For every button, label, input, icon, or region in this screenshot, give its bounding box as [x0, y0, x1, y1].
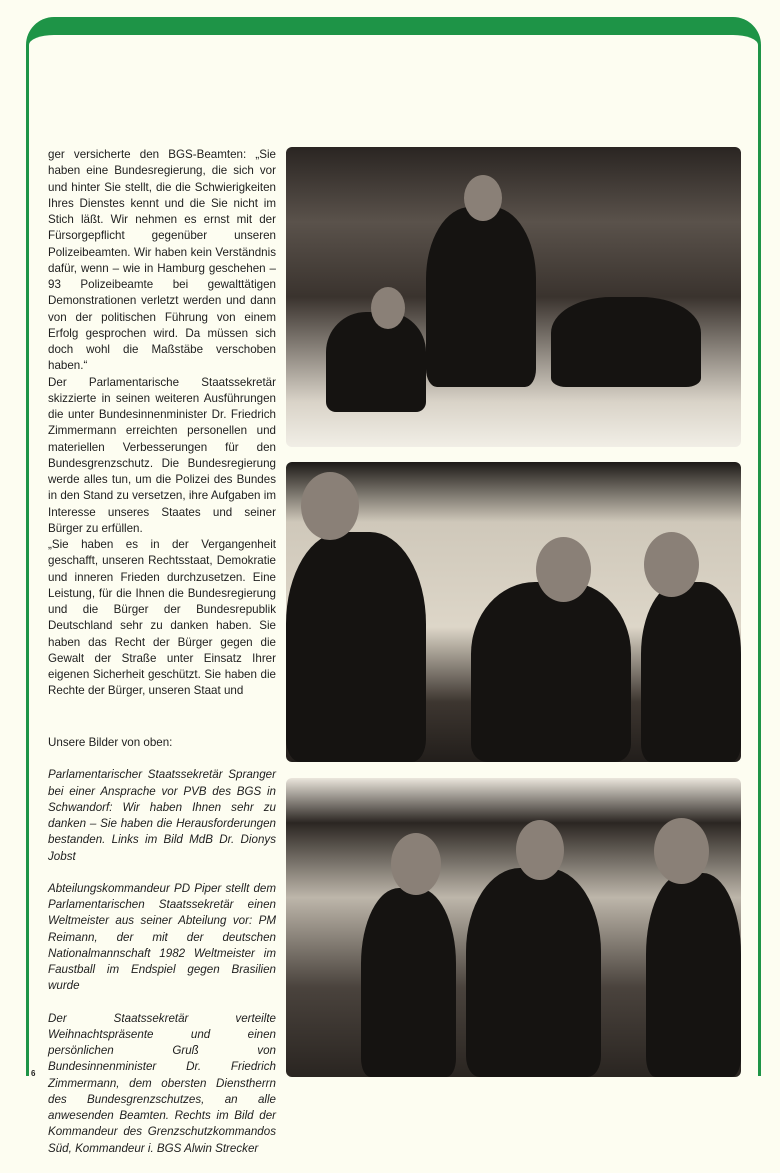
figure-head: [644, 532, 699, 597]
figure-officer: [286, 532, 426, 762]
figure-secretary: [471, 582, 631, 762]
figure-head: [301, 472, 359, 540]
green-frame-top: [26, 17, 761, 57]
figure-commander: [641, 582, 741, 762]
green-frame-left: [26, 50, 29, 1076]
page-number: 6: [31, 1069, 36, 1078]
figure-head: [536, 537, 591, 602]
green-frame-right: [758, 50, 761, 1076]
figure-head: [371, 287, 405, 329]
figure-secretary: [466, 868, 601, 1077]
caption-photo-2: Abteilungskommandeur PD Piper stellt dem Parlamentarischen Staatssekretär einen Weltmeister aus seiner Abteilung vor: PM Reimann, der mit der deutschen Nationalmannschaft 1982 Weltmeister im Faustball im Endspiel gegen Brasilien wurde: [48, 881, 276, 993]
captions-intro: Unsere Bilder von oben:: [48, 736, 173, 749]
figure-head: [516, 820, 564, 880]
body-paragraph: „Sie haben es in der Vergangenheit geschafft, unseren Rechtsstaat, Demokratie und inneren Frieden durchzusetzen. Eine Leistung, für die Ihnen die Bundesregierung und die Bürger der Bundesrepublik Deutschland sehr zu danken haben. Sie haben das Recht der Bürger gegen die Gewalt der Straße unter Einsatz Ihrer eigenen Sicherheit geschützt. Sie haben die Rechte der Bürger, unseren Staat und: [48, 538, 276, 698]
figure-commander: [646, 873, 741, 1077]
photo-gifts: [286, 778, 741, 1077]
figure-seated: [326, 312, 426, 412]
figure-speaker: [426, 207, 536, 387]
body-paragraph: Der Parlamentarische Staatssekretär skizzierte in seinen weiteren Ausführungen die unter Bundesinnenminister Dr. Friedrich Zimmermann erreichten personellen und materiellen Verbesserungen für den Bundesgrenzschutz. Die Bundesregierung werde alles tun, um die Polizei des Bundes in den Stand zu versetzen, ihre Aufgaben im Interesse unseres Staates und seiner Bürger zu erfüllen.: [48, 375, 276, 535]
body-paragraph: ger versicherte den BGS-Beamten: „Sie haben eine Bundesregierung, die sich vor und hinter Sie stellt, die die Schwierigkeiten Ihres Dienstes kennt und die Sie nicht im Stich läßt. Wir nehmen es ernst mit der Fürsorgepflicht gegenüber unseren Polizeibeamten. Wir haben kein Verständnis dafür, wenn – wie in Hamburg geschehen – 93 Polizeibeamte bei gewalttätigen Demonstrationen verletzt werden und dann von der politischen Führung von einem Erfolg gesprochen wird. Da müssen sich doch wohl die Maßstäbe verschoben haben.“: [48, 148, 276, 373]
photo-speech: [286, 147, 741, 447]
article-body: [48, 147, 276, 700]
figure-officers: [551, 297, 701, 387]
figure-head: [464, 175, 502, 221]
figure-head: [654, 818, 709, 884]
caption-photo-3: Der Staatssekretär verteilte Weihnachtspräsente und einen persönlichen Gruß von Bundesinnenminister Dr. Friedrich Zimmermann, dem obersten Dienstherrn des Bundesgrenzschutzes, an alle anwesenden Beamten. Rechts im Bild der Kommandeur des Grenzschutzkommandos Süd, Kommandeur i. BGS Alwin Strecker: [48, 1011, 276, 1155]
caption-photo-1: Parlamentarischer Staatssekretär Spranger bei einer Ansprache vor PVB des BGS in Schwandorf: Wir haben Ihnen sehr zu danken – Sie haben die Herausforderungen bestanden. Links im Bild MdB Dr. Dionys Jobst: [48, 768, 276, 863]
figure-officer: [361, 888, 456, 1077]
photo-handshake: [286, 462, 741, 762]
figure-head: [391, 833, 441, 895]
photo-captions: [48, 735, 276, 1173]
